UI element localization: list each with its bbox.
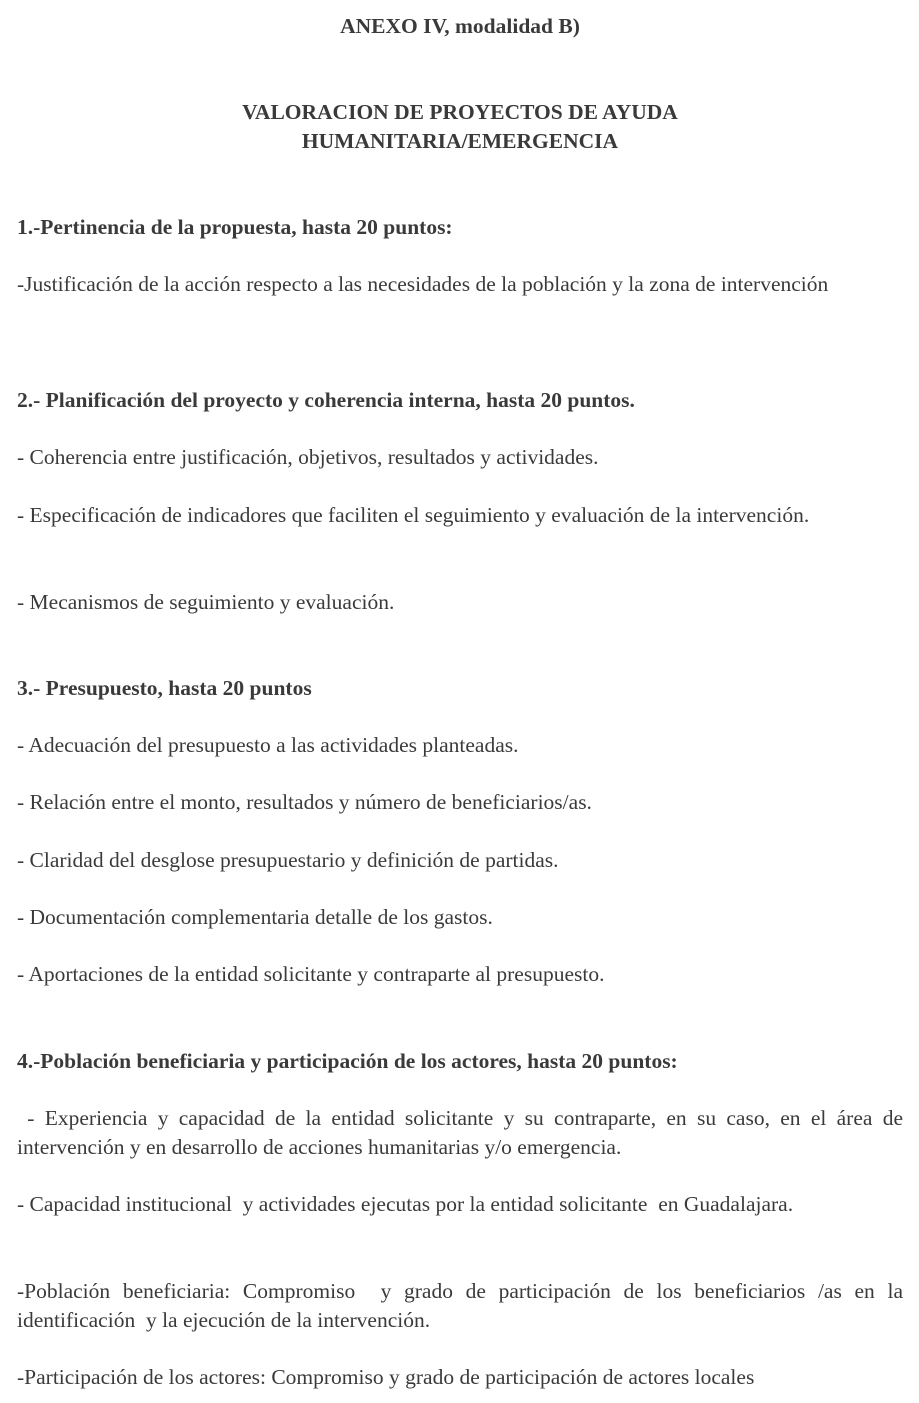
- section-2-item-2: - Especificación de indicadores que faciliten el seguimiento y evaluación de la intervención.: [17, 503, 810, 527]
- annex-title: ANEXO IV, modalidad B): [340, 14, 580, 38]
- section-4-item-3: -Población beneficiaria: Compromiso y grado de participación de los beneficiarios /as en la identificación y la ejecución de la intervención.: [17, 1279, 909, 1332]
- section-1-item-1: -Justificación de la acción respecto a las necesidades de la población y la zona de intervención: [17, 272, 829, 296]
- section-1-heading: 1.-Pertinencia de la propuesta, hasta 20 puntos:: [17, 215, 453, 239]
- section-3-item-4: - Documentación complementaria detalle de los gastos.: [17, 905, 493, 929]
- section-3-item-5: - Aportaciones de la entidad solicitante y contraparte al presupuesto.: [17, 962, 605, 986]
- section-3-item-1: - Adecuación del presupuesto a las actividades planteadas.: [17, 733, 519, 757]
- main-title-line-2: HUMANITARIA/EMERGENCIA: [301, 129, 619, 153]
- section-2-item-1: - Coherencia entre justificación, objetivos, resultados y actividades.: [17, 445, 599, 469]
- section-2-heading: 2.- Planificación del proyecto y coherencia interna, hasta 20 puntos.: [17, 388, 635, 412]
- section-3-heading: 3.- Presupuesto, hasta 20 puntos: [17, 676, 312, 700]
- section-3-item-2: - Relación entre el monto, resultados y número de beneficiarios/as.: [17, 790, 592, 814]
- section-3-item-3: - Claridad del desglose presupuestario y definición de partidas.: [17, 848, 559, 872]
- main-title-line-1: VALORACION DE PROYECTOS DE AYUDA: [242, 100, 678, 124]
- section-4-item-1: - Experiencia y capacidad de la entidad solicitante y su contraparte, en su caso, en el área de intervención y en desarrollo de acciones humanitarias y/o emergencia.: [17, 1106, 909, 1159]
- section-2-item-3: - Mecanismos de seguimiento y evaluación.: [17, 590, 395, 614]
- section-4-heading: 4.-Población beneficiaria y participación de los actores, hasta 20 puntos:: [17, 1049, 678, 1073]
- section-4-item-2: - Capacidad institucional y actividades ejecutas por la entidad solicitante en Guadalajara.: [17, 1192, 794, 1216]
- section-4-item-4: -Participación de los actores: Compromiso y grado de participación de actores locales: [17, 1365, 755, 1389]
